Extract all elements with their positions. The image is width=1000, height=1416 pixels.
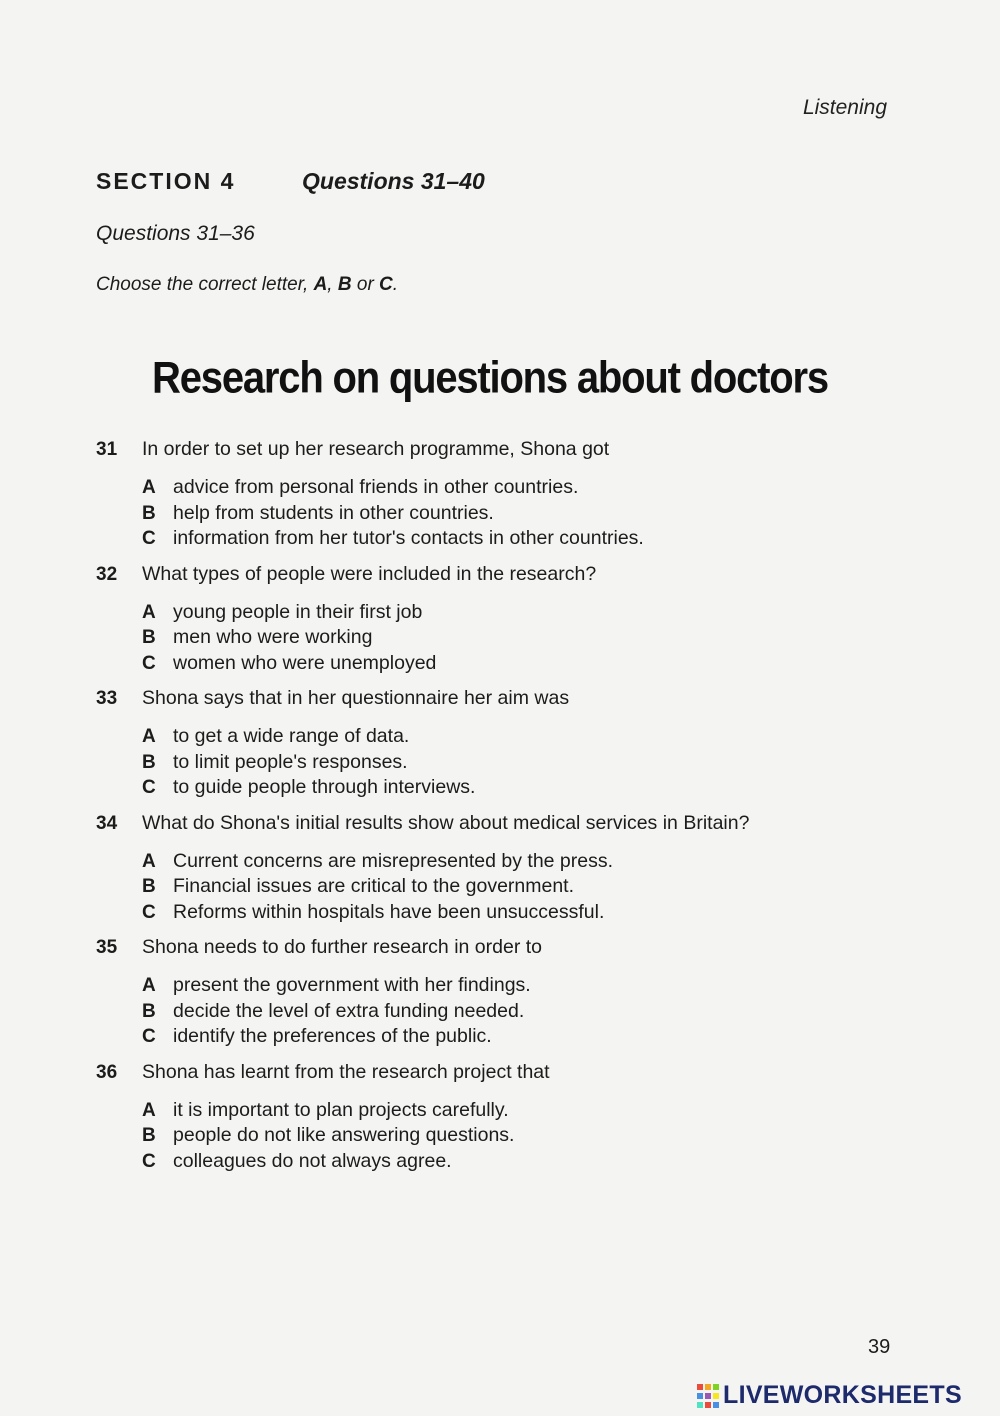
answer-options: [142, 850, 916, 927]
option-letter: B: [142, 1125, 156, 1146]
instruction-letter-c: C: [379, 274, 393, 295]
option-letter: B: [142, 502, 156, 524]
option-text: advice from personal friends in other countries.: [173, 476, 579, 498]
question-list: [96, 438, 916, 1185]
option-letter: C: [142, 901, 156, 923]
answer-options: [142, 974, 916, 1051]
page-title: Research on questions about doctors: [152, 353, 828, 403]
option-text: information from her tutor's contacts in other countries.: [173, 527, 644, 549]
instruction-letter-a: A: [313, 274, 328, 295]
instruction-letter-b: B: [337, 274, 352, 295]
running-head: Listening: [802, 96, 887, 119]
instruction-suffix: .: [392, 274, 399, 295]
answer-options: [142, 725, 916, 802]
option-text: to limit people's responses.: [173, 750, 408, 773]
question-item: [96, 812, 916, 927]
section-range: Questions 31–40: [302, 168, 485, 194]
option-text: men who were working: [173, 626, 373, 648]
watermark-text: LIVEWORKSHEETS: [723, 1381, 962, 1409]
answer-option[interactable]: [142, 601, 916, 627]
answer-option[interactable]: [142, 652, 916, 678]
option-text: young people in their first job: [173, 600, 423, 623]
answer-option[interactable]: [142, 1150, 916, 1176]
question-text: Shona says that in her questionnaire her aim was: [142, 687, 570, 709]
question-item: [96, 1061, 916, 1176]
answer-option[interactable]: [142, 1099, 916, 1125]
instruction-sep: or: [351, 274, 380, 295]
option-text: identify the preferences of the public.: [173, 1025, 492, 1047]
option-text: people do not like answering questions.: [173, 1124, 515, 1146]
question-item: [96, 563, 916, 678]
option-letter: C: [142, 777, 156, 798]
option-text: Reforms within hospitals have been unsuccessful.: [173, 900, 605, 923]
option-text: to get a wide range of data.: [173, 725, 410, 747]
answer-options: [142, 601, 916, 678]
option-text: women who were unemployed: [173, 651, 437, 674]
question-item: [96, 687, 916, 802]
option-text: help from students in other countries.: [173, 501, 494, 524]
option-text: Current concerns are misrepresented by the press.: [173, 849, 614, 872]
question-stem: [96, 687, 916, 717]
question-text: Shona needs to do further research in order to: [142, 936, 542, 958]
section-heading: [96, 168, 485, 195]
instruction: [96, 274, 398, 296]
question-number: 32: [96, 563, 118, 585]
option-letter: B: [142, 1000, 156, 1022]
watermark: [697, 1381, 962, 1410]
option-letter: C: [142, 1026, 156, 1047]
option-letter: A: [142, 1099, 156, 1121]
option-letter: C: [142, 1150, 156, 1172]
option-text: colleagues do not always agree.: [173, 1149, 452, 1172]
question-text: What types of people were included in the research?: [142, 562, 597, 585]
question-text: In order to set up her research programme, Shona got: [142, 438, 610, 460]
answer-option[interactable]: [142, 1124, 916, 1150]
option-letter: A: [142, 726, 156, 747]
page-number: 39: [868, 1336, 891, 1358]
instruction-text: Choose the correct letter,: [96, 274, 314, 295]
option-letter: C: [142, 652, 156, 674]
answer-option[interactable]: [142, 502, 916, 528]
option-letter: B: [142, 876, 156, 897]
question-text: Shona has learnt from the research project that: [142, 1060, 550, 1083]
instruction-sep: ,: [327, 274, 338, 295]
option-text: present the government with her findings.: [173, 974, 531, 996]
answer-options: [142, 1099, 916, 1176]
answer-option[interactable]: [142, 875, 916, 901]
answer-option[interactable]: [142, 751, 916, 777]
question-stem: [96, 563, 916, 593]
answer-option[interactable]: [142, 1000, 916, 1026]
question-item: [96, 936, 916, 1051]
answer-option[interactable]: [142, 901, 916, 927]
question-number: 31: [96, 439, 118, 460]
option-text: decide the level of extra funding needed.: [173, 999, 525, 1022]
option-text: to guide people through interviews.: [173, 776, 476, 798]
answer-option[interactable]: [142, 725, 916, 751]
option-letter: A: [142, 975, 156, 996]
question-number: 34: [96, 812, 118, 834]
option-letter: A: [142, 850, 156, 872]
option-letter: B: [142, 627, 156, 648]
answer-option[interactable]: [142, 626, 916, 652]
option-letter: C: [142, 528, 156, 549]
answer-option[interactable]: [142, 1025, 916, 1051]
question-number: 33: [96, 688, 118, 709]
option-text: Financial issues are critical to the government.: [173, 875, 575, 897]
question-number: 35: [96, 937, 118, 958]
answer-option[interactable]: [142, 476, 916, 502]
question-number: 36: [96, 1061, 118, 1083]
option-letter: B: [142, 751, 156, 773]
section-label: SECTION 4: [96, 168, 236, 194]
answer-options: [142, 476, 916, 553]
question-group-range: Questions 31–36: [96, 222, 255, 245]
question-stem: [96, 812, 916, 842]
option-letter: A: [142, 477, 156, 498]
answer-option[interactable]: [142, 850, 916, 876]
question-stem: [96, 438, 916, 468]
answer-option[interactable]: [142, 974, 916, 1000]
question-item: [96, 438, 916, 553]
question-text: What do Shona's initial results show about medical services in Britain?: [142, 811, 750, 834]
option-text: it is important to plan projects carefully.: [173, 1098, 509, 1121]
answer-option[interactable]: [142, 527, 916, 553]
answer-option[interactable]: [142, 776, 916, 802]
liveworksheets-logo-icon: [697, 1384, 719, 1408]
question-stem: [96, 936, 916, 966]
question-stem: [96, 1061, 916, 1091]
option-letter: A: [142, 601, 156, 623]
